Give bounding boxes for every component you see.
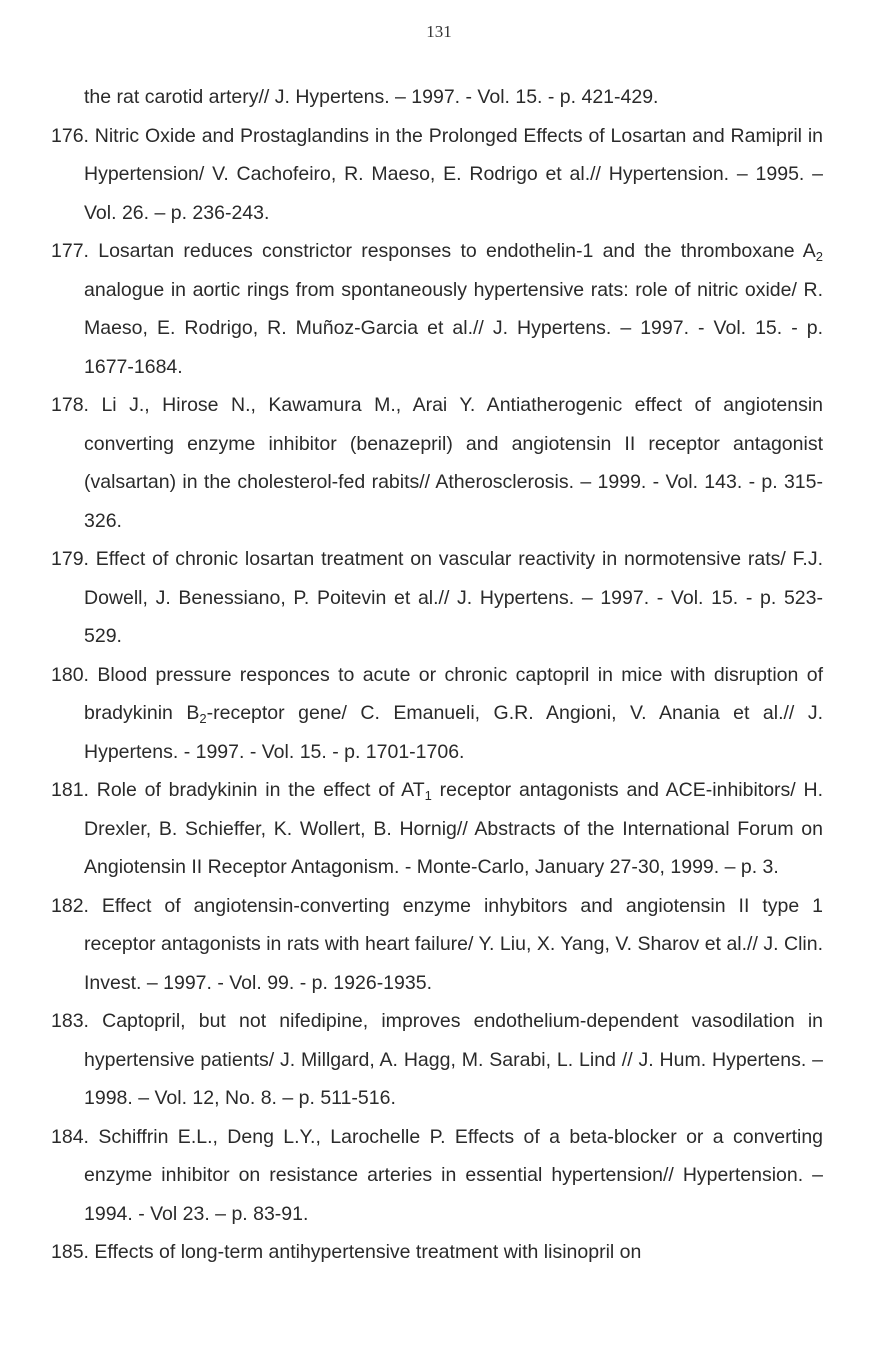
reference-text: the rat carotid artery// J. Hypertens. – 1997. - Vol. 15. - p. 421-429. [84, 86, 659, 108]
reference-number: 185. [51, 1241, 89, 1263]
reference-item [51, 1118, 823, 1234]
reference-item [51, 656, 823, 772]
reference-number: 181. [51, 779, 89, 801]
reference-number: 180. [51, 663, 89, 686]
reference-number: 183. [51, 1010, 89, 1032]
reference-number: 182. [51, 894, 89, 917]
reference-text: Effect of chronic losartan treatment on vascular reactivity in normotensive rats/ F.J. Dowell, J. Benessiano, P. Poitevin et al.// J. Hypertens. – 1997. - Vol. 15. - p. 523-529. [84, 548, 823, 647]
reference-text: Li J., Hirose N., Kawamura M., Arai Y. Antiatherogenic effect of angiotensin converting enzyme inhibitor (benazepril) and angiotensin II receptor antagonist (valsartan) in the cholesterol-fed rabits// Atherosclerosis. – 1999. - Vol. 143. - p. 315-326. [84, 394, 823, 532]
reference-text: Effect of angiotensin-converting enzyme inhybitors and angiotensin II type 1 receptor antagonists in rats with heart failure/ Y. Liu, X. Yang, V. Sharov et al.// J. Clin. Invest. – 1997. - Vol. 99. - p. 1926-1935. [84, 894, 823, 994]
reference-item [51, 1002, 823, 1118]
subscript: 2 [815, 249, 823, 264]
page-number: 131 [426, 22, 452, 41]
reference-number: 178. [51, 394, 89, 416]
reference-text: Losartan reduces constrictor responses to endothelin-1 and the thromboxane A [98, 240, 816, 262]
reference-item [51, 1233, 823, 1272]
reference-item [51, 232, 823, 386]
reference-number: 176. [51, 124, 89, 147]
reference-item [51, 540, 823, 656]
reference-text: receptor antagonists and ACE-inhibitors/ H. Drexler, B. Schieffer, K. Wollert, B. Hornig// Abstracts of the International Forum on Angiotensin II Receptor Antagonism. - Monte-Carlo, January 27-30, 1999. – p. 3. [84, 779, 823, 878]
reference-text: Nitric Oxide and Prostaglandins in the Prolonged Effects of Losartan and Ramipril in Hypertension/ V. Cachofeiro, R. Maeso, E. Rodrigo et al.// Hypertension. – 1995. – Vol. 26. – p. 236-243. [84, 124, 823, 224]
reference-item [51, 78, 823, 117]
reference-text: Blood pressure responces to acute or chronic captopril in mice with disruption of bradykinin B [84, 663, 823, 724]
reference-item [51, 386, 823, 540]
reference-text: Role of bradykinin in the effect of AT [96, 779, 425, 801]
reference-number: 184. [51, 1125, 89, 1148]
reference-text: Captopril, but not nifedipine, improves endothelium-dependent vasodilation in hypertensive patients/ J. Millgard, A. Hagg, M. Sarabi, L. Lind // J. Hum. Hypertens. – 1998. – Vol. 12, No. 8. – p. 511-516. [84, 1010, 823, 1109]
reference-item [51, 887, 823, 1003]
reference-text: Schiffrin E.L., Deng L.Y., Larochelle P. Effects of a beta-blocker or a converting enzyme inhibitor on resistance arteries in essential hypertension// Hypertension. – 1994. - Vol 23. – p. 83-91. [84, 1125, 824, 1225]
reference-list [51, 78, 823, 1272]
reference-text: analogue in aortic rings from spontaneously hypertensive rats: role of nitric oxide/ R. Maeso, E. Rodrigo, R. Muñoz-Garcia et al.// J. Hypertens. – 1997. - Vol. 15. - p. 1677-1684. [84, 278, 823, 378]
reference-number: 177. [51, 240, 89, 262]
reference-text: -receptor gene/ C. Emanueli, G.R. Angioni, V. Anania et al.// J. Hypertens. - 1997. - Vol. 15. - p. 1701-1706. [84, 702, 823, 763]
reference-text: Effects of long-term antihypertensive treatment with lisinopril on [94, 1241, 642, 1263]
subscript: 2 [199, 711, 207, 726]
subscript: 1 [424, 788, 432, 803]
reference-item [51, 771, 823, 887]
reference-item [51, 117, 823, 233]
reference-number: 179. [51, 548, 89, 570]
